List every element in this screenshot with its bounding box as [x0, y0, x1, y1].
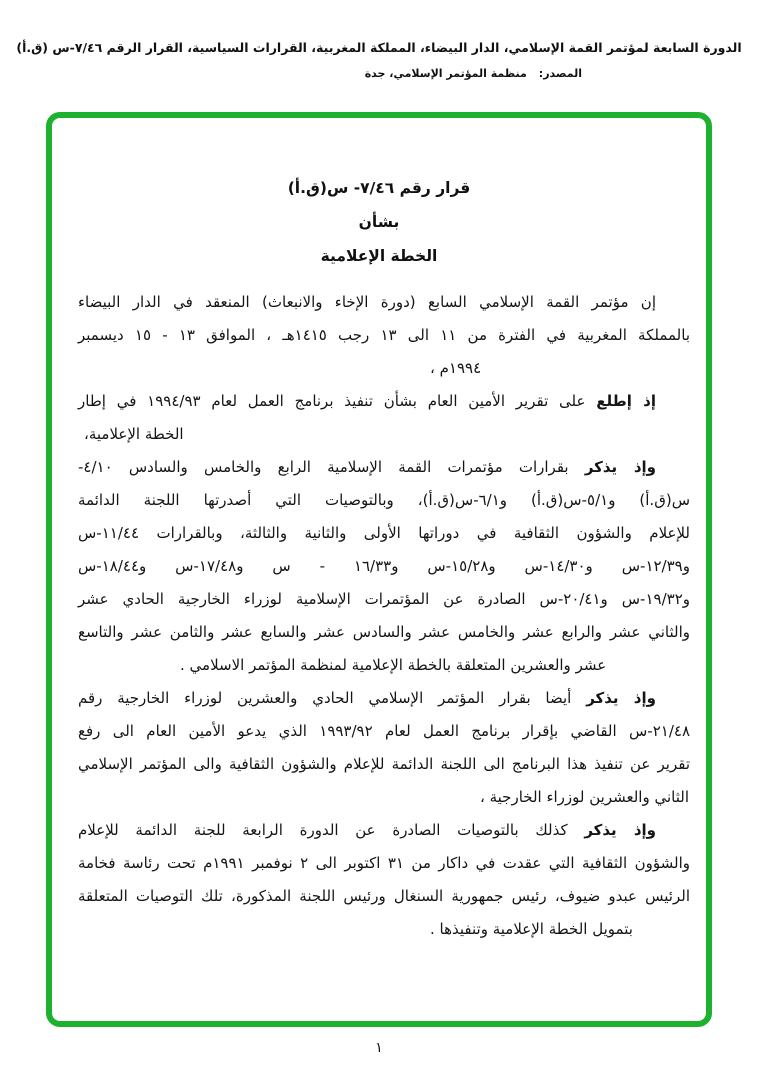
- paragraph-line: الخطة الإعلامية،: [84, 425, 184, 443]
- document-source-line: [365, 67, 582, 80]
- paragraph-line: الثاني والعشرين لوزراء الخارجية ،: [480, 788, 689, 806]
- paragraph-line: والشؤون الثقافية التي عقدت في داكار من ٣١ اكتوبر الى ٢ نوفمبر ١٩٩١م تحت رئاسة فخامة: [78, 854, 690, 872]
- paragraph-lead: وإذ يذكر: [584, 821, 656, 839]
- document-header-citation: الدورة السابعة لمؤتمر القمة الإسلامي، الدار البيضاء، المملكة المغربية، القرارات السياسية، القرار الرقم ٧/٤٦-س (ق.أ): [16, 40, 742, 55]
- paragraph-text: على تقرير الأمين العام بشأن تنفيذ برنامج العمل لعام ١٩٩٤/٩٣ في إطار: [78, 392, 586, 410]
- resolution-number: قرار رقم ٧/٤٦- س(ق.أ): [287, 179, 471, 197]
- paragraph-line: بالمملكة المغربية في الفترة من ١١ الى ١٣ رجب ١٤١٥هـ ، الموافق ١٣ - ١٥ ديسمبر: [78, 326, 691, 344]
- paragraph-lead: إذ إطلع: [596, 392, 656, 410]
- paragraph-line: و١٢/٣٩-س و١٤/٣٠-س و١٥/٢٨-س و١٦/٣٣ - س و١٧/٤٨-س و١٨/٤٤-س: [78, 557, 690, 575]
- paragraph-line: [78, 814, 690, 847]
- source-label: المصدر:: [538, 67, 582, 80]
- paragraph-text: أيضا بقرار المؤتمر الإسلامي الحادي والعشرين لوزراء الخارجية رقم: [78, 689, 572, 707]
- resolution-body: [78, 286, 690, 946]
- resolution-regarding: بشأن: [358, 213, 400, 231]
- paragraph-line: للإعلام والشؤون الثقافية في دوراتها الأولى والثانية والثالثة، وبالقرارات ١١/٤٤-س: [78, 524, 690, 542]
- paragraph-line: [78, 682, 690, 715]
- paragraph-line: بتمويل الخطة الإعلامية وتنفيذها .: [430, 920, 633, 938]
- paragraph-text: إن مؤتمر القمة الإسلامي السابع (دورة الإخاء والانبعاث) المنعقد في الدار البيضاء: [78, 293, 656, 311]
- paragraph-line: والثاني عشر والرابع عشر والخامس عشر والسادس عشر والسابع عشر والثامن عشر والتاسع: [78, 623, 690, 641]
- source-value: منظمة المؤتمر الإسلامي، جدة: [364, 67, 527, 80]
- paragraph-line: [78, 451, 690, 484]
- paragraph-line: و١٩/٣٢-س و٢٠/٤١-س الصادرة عن المؤتمرات الإسلامية لوزراء الخارجية الحادي عشر: [78, 590, 690, 608]
- resolution-title-block: [0, 171, 758, 273]
- paragraph-line: س(ق.أ) و٥/١-س(ق.أ) و٦/١-س(ق.أ)، وبالتوصيات التي أصدرتها اللجنة الدائمة: [78, 491, 690, 509]
- paragraph-lead: وإذ يذكر: [584, 458, 656, 476]
- paragraph-line: عشر والعشرين المتعلقة بالخطة الإعلامية لمنظمة المؤتمر الاسلامي .: [180, 656, 607, 674]
- paragraph-text: بقرارات مؤتمرات القمة الإسلامية الرابع والخامس والسادس ٤/١٠-: [78, 458, 569, 476]
- page-number: ١: [375, 1040, 383, 1056]
- paragraph-line: ١٩٩٤م ،: [430, 359, 482, 377]
- paragraph-line: الرئيس عبدو ضيوف، رئيس جمهورية السنغال ورئيس اللجنة المذكورة، تلك التوصيات المتعلقة: [78, 887, 690, 905]
- resolution-subject: الخطة الإعلامية: [320, 247, 438, 265]
- paragraph-text: كذلك بالتوصيات الصادرة عن الدورة الرابعة للجنة الدائمة للإعلام: [78, 821, 568, 839]
- paragraph-lead: وإذ يذكر: [586, 689, 656, 707]
- paragraph-line: تقرير عن تنفيذ هذا البرنامج الى اللجنة الدائمة للإعلام والشؤون الثقافية والى المؤتمر الإسلامي: [78, 755, 690, 773]
- paragraph-line: [78, 385, 690, 418]
- paragraph-line: ٢١/٤٨-س القاضي بإقرار برنامج العمل لعام ١٩٩٣/٩٢ الذي يدعو الأمين العام الى رفع: [78, 722, 690, 740]
- paragraph-line: [78, 286, 690, 319]
